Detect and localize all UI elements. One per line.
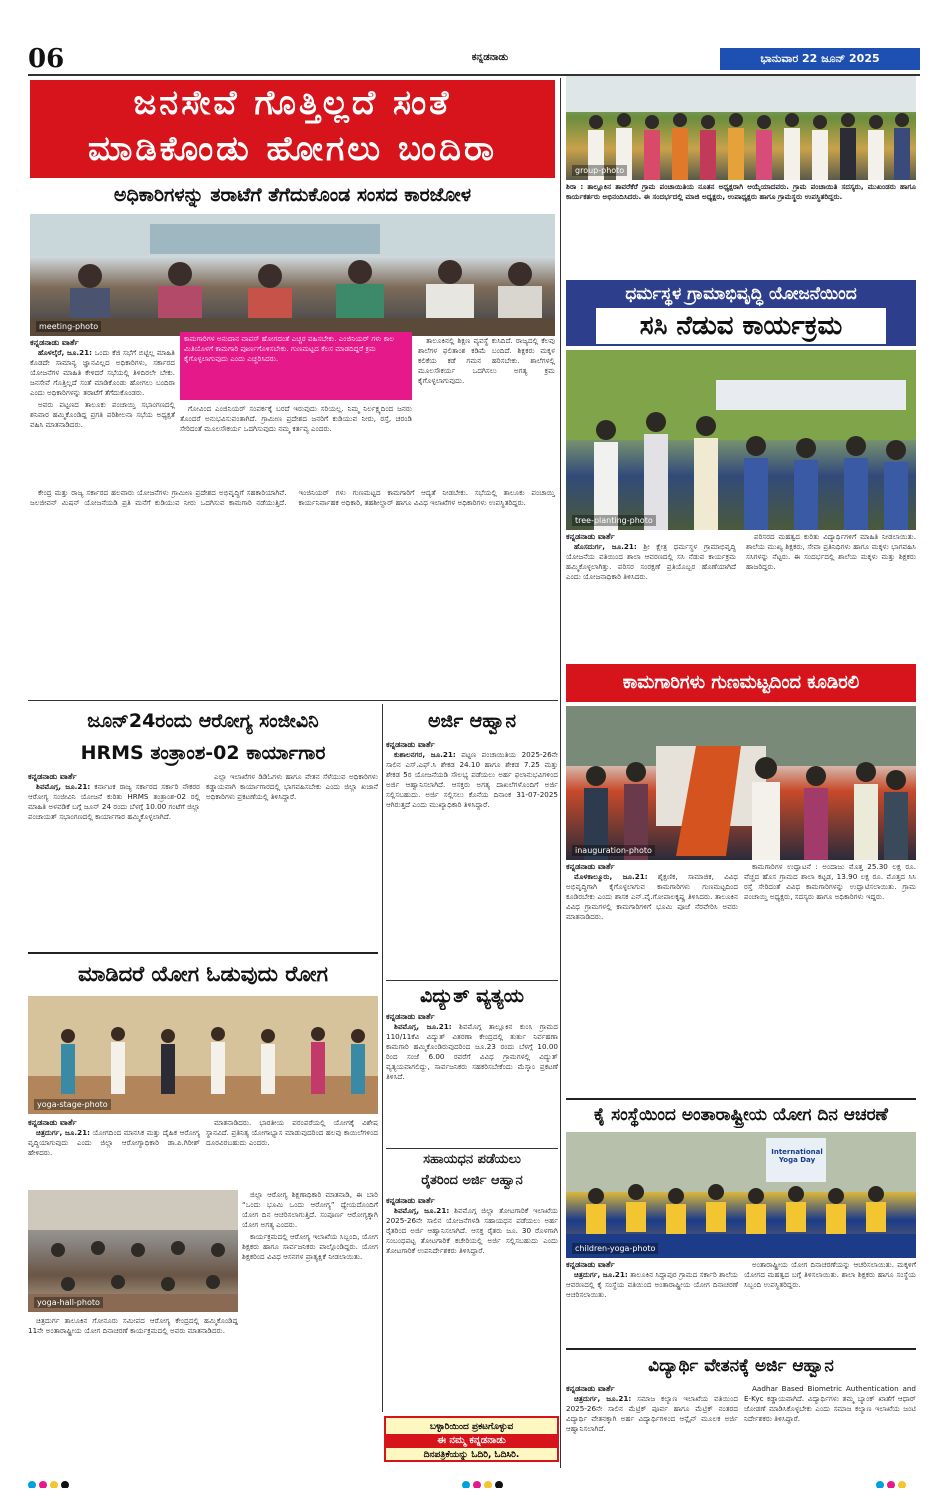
registration-dot — [887, 1481, 895, 1488]
registration-dot — [39, 1481, 47, 1488]
dateline: ಶಿವಮೊಗ್ಗ, ಜೂ.21: — [394, 1206, 450, 1215]
photo-tag: yoga-hall-photo — [34, 1297, 103, 1308]
lead-col2-text: ಗೋವಿಂದ ಎಂಜಿನಿಯರ್ ಸಂಪರ್ಕಕ್ಕೆ ಬರದೆ ಇರುವುದು ಸರಿಯಲ್ಲ. ನಿಮ್ಮ ನಿರ್ಲಕ್ಷ್ಯದಿಂದ ಜನರು ತೊಂದರೆ ಅನುಭವಿಸುವಂತಾಗಿದೆ. ಗ್ರಾಮೀಣ ಪ್ರದೇಶದ ಜನರಿಗೆ ಕುಡಿಯುವ ನೀರು, ರಸ್ತೆ, ಚರಂಡಿ ಸೇರಿದಂತೆ ಮೂಲಸೌಕರ್ಯ ಒದಗಿಸುವುದು ನಮ್ಮ ಕರ್ತವ್ಯ ಎಂದರು. — [180, 404, 412, 433]
inauguration-figures — [566, 706, 916, 860]
kai-col2 — [744, 1260, 916, 1344]
photo-tag: group-photo — [572, 165, 627, 176]
byline: ಕನ್ನಡನಾಡು ವಾರ್ತೆ — [386, 740, 435, 749]
advert-line2: ಈ ನಮ್ಮ ಕನ್ನಡನಾಡು — [386, 1434, 557, 1448]
kai-col2-text: ಅಂತಾರಾಷ್ಟ್ರೀಯ ಯೋಗ ದಿನಾಚರಣೆಯನ್ನು ಆಚರಿಸಲಾಯಿತು. ಮಕ್ಕಳಿಗೆ ಯೋಗದ ಮಹತ್ವದ ಬಗ್ಗೆ ತಿಳಿಸಲಾಯಿತು. ಶಾಲಾ ಶಿಕ್ಷಕರು ಹಾಗೂ ಸಂಸ್ಥೆಯ ಸಿಬ್ಬಂದಿ ಉಪಸ್ಥಿತರಿದ್ದರು. — [744, 1260, 916, 1289]
dharmasthala-head2: ಸಸಿ ನೆಡುವ ಕಾರ್ಯಕ್ರಮ — [596, 308, 886, 344]
children-yoga-figures — [566, 1132, 916, 1258]
arji-headline: ಅರ್ಜಿ ಆಹ್ವಾನ — [427, 710, 517, 732]
arogya-head2: HRMS ತಂತ್ರಾಂಶ-02 ಕಾರ್ಯಾಗಾರ — [80, 742, 326, 764]
inauguration-photo — [566, 706, 916, 860]
arji-body — [386, 740, 558, 976]
yoga-col1 — [28, 1118, 200, 1188]
lead-col2 — [180, 404, 412, 468]
kamagari-col1 — [566, 862, 738, 1092]
newspaper-advert — [384, 1416, 559, 1462]
kai-col1 — [566, 1260, 738, 1344]
dateline: ಶಿವಮೊಗ್ಗ, ಜೂ.21: — [36, 782, 91, 791]
photo-tag: inauguration-photo — [572, 845, 655, 856]
yoga-col1b-text: ಚಿತ್ರದುರ್ಗ ತಾಲೂಕಿನ ಗೋನೂರು ಸಮೀಪದ ಆರೋಗ್ಯ ಕೇಂದ್ರದಲ್ಲಿ ಹಮ್ಮಿಕೊಂಡಿದ್ದ 11ನೇ ಅಂತಾರಾಷ್ಟ್ರೀಯ ಯೋಗ ದಿನಾಚರಣೆ ಕಾರ್ಯಕ್ರಮದಲ್ಲಿ ಅವರು ಮಾತನಾಡಿದರು. — [28, 1316, 238, 1335]
lead-col3-text: ತಾಲೂಕಿನಲ್ಲಿ ಶಿಕ್ಷಣ ವ್ಯವಸ್ಥೆ ಕುಸಿದಿದೆ. ರಾಜ್ಯದಲ್ಲಿ ಕೆಲವು ಶಾಲೆಗಳ ಫಲಿತಾಂಶ ಕಡಿಮೆ ಬಂದಿದೆ. ಶಿಕ್ಷಕರು ಮಕ್ಕಳ ಕಲಿಕೆಯ ಕಡೆ ಗಮನ ಹರಿಸಬೇಕು. ಶಾಲೆಗಳಲ್ಲಿ ಮೂಲಸೌಕರ್ಯ ಒದಗಿಸಲು ಅಗತ್ಯ ಕ್ರಮ ಕೈಗೊಳ್ಳಲಾಗುವುದು. — [418, 336, 555, 385]
kamagari-col2-text: ಕಾಮಗಾರಿಗಳ ಉದ್ಘಾಟನೆ : ಅಂದಾಜು ಮೊತ್ತ 25.30 ಲಕ್ಷ ರೂ. ವೆಚ್ಚದ ಹೊಸ ಗ್ರಾಮದ ಶಾಲಾ ಕಟ್ಟಡ, 13.90 ಲಕ್ಷ ರೂ. ಮೊತ್ತದ ಸಿಸಿ ರಸ್ತೆ ಸೇರಿದಂತೆ ವಿವಿಧ ಕಾಮಗಾರಿಗಳನ್ನು ಉದ್ಘಾಟಿಸಲಾಯಿತು. ಗ್ರಾಮ ಪಂಚಾಯ್ತಿ ಅಧ್ಯಕ್ಷರು, ಸದಸ್ಯರು ಹಾಗೂ ಅಧಿಕಾರಿಗಳು ಇದ್ದರು. — [744, 862, 916, 901]
byline: ಕನ್ನಡನಾಡು ವಾರ್ತೆ — [566, 862, 615, 871]
lead-col1b-text: ಅವರು ಪಟ್ಟಣದ ತಾಲೂಕು ಪಂಚಾಯ್ತಿ ಸಭಾಂಗಣದಲ್ಲಿ ಶನಿವಾರ ಹಮ್ಮಿಕೊಂಡಿದ್ದ ಪ್ರಗತಿ ಪರಿಶೀಲನಾ ಸಭೆಯ ಅಧ್ಯಕ್ಷತೆ ವಹಿಸಿ ಮಾತನಾಡಿದರು. — [30, 400, 175, 429]
yoga-col3 — [242, 1190, 378, 1412]
registration-dot — [473, 1481, 481, 1488]
arogya-col2-text: ಎಲ್ಲಾ ಇಲಾಖೆಗಳ ಡಿಡಿಓಗಳು ಹಾಗೂ ವೇತನ ಸೆಳೆಯುವ ಅಧಿಕಾರಿಗಳು ಕಡ್ಡಾಯವಾಗಿ ಕಾರ್ಯಾಗಾರದಲ್ಲಿ ಭಾಗವಹಿಸಬೇಕು ಎಂದು ಜಿಲ್ಲಾ ಖಜಾನೆ ಅಧಿಕಾರಿಗಳು ಪ್ರಕಟಣೆಯಲ್ಲಿ ತಿಳಿಸಿದ್ದಾರೆ. — [206, 772, 378, 801]
byline: ಕನ್ನಡನಾಡು ವಾರ್ತೆ — [386, 1012, 435, 1021]
arji-text: ಪಟ್ಟಣ ಪಂಚಾಯಿತಿಯ 2025-26ನೇ ಸಾಲಿನ ಎಸ್.ಎಫ್.ಸಿ ಶೇಕಡ 24.10 ಹಾಗೂ ಶೇಕಡ 7.25 ಮತ್ತು ಶೇಕಡ 5ರ ಯೋಜನೆಯಡಿ ಸೌಲಭ್ಯ ಪಡೆಯಲು ಅರ್ಹ ಫಲಾನುಭವಿಗಳಿಂದ ಅರ್ಜಿ ಆಹ್ವಾನಿಸಲಾಗಿದೆ. ಆಸಕ್ತರು ಅಗತ್ಯ ದಾಖಲೆಗಳೊಂದಿಗೆ ಅರ್ಜಿ ಸಲ್ಲಿಸಬಹುದು. ಅರ್ಜಿ ಸಲ್ಲಿಸಲು ಕೊನೆಯ ದಿನಾಂಕ 31-07-2025 ಆಗಿರುತ್ತದೆ ಎಂದು ಮುಖ್ಯಾಧಿಕಾರಿ ತಿಳಿಸಿದ್ದಾರೆ. — [386, 750, 558, 809]
byline: ಕನ್ನಡನಾಡು ವಾರ್ತೆ — [566, 532, 615, 541]
dateline: ಹೊಸದುರ್ಗ, ಜೂ.21: — [574, 542, 637, 551]
registration-dot — [898, 1481, 906, 1488]
yoga-col2 — [206, 1118, 378, 1188]
photo-tag: children-yoga-photo — [572, 1243, 658, 1254]
lead-col1-text: ಒಂದು ಕೆಜಿ ಸಭೆಗೆ ಬಿಟ್ಟಿಲ್ಲ ಮಾಹಿತಿ ಕೊಡದೇ ಸಾಮಾನ್ಯ ಜ್ಞಾನವಿಲ್ಲದ ಅಧಿಕಾರಿಗಳು, ಸರ್ಕಾರದ ಯೋಜನೆಗಳ ಮಾಹಿತಿ ಕೇಳಿದರೆ ಸಭೆಯಲ್ಲಿ ತಿಳಿದಿರಲೇ ಬೇಕು. ಜನಸೇವೆ ಗೊತ್ತಿಲ್ಲದೆ ಸಂತೆ ಮಾಡಿಕೊಂಡು ಹೋಗಲು ಬಂದಿರಾ ಎಂದು ಅಧಿಕಾರಿಗಳನ್ನು ತರಾಟೆಗೆ ತೆಗೆದುಕೊಂಡರು. — [30, 348, 175, 397]
byline: ಕನ್ನಡನಾಡು ವಾರ್ತೆ — [28, 772, 77, 781]
pink-highlight-box: ಕಾಮಗಾರಿಗಳ ಅನುದಾನ ವಾಪಸ್ ಹೋಗದಂತೆ ಎಚ್ಚರ ವಹಿಸಬೇಕು. ಎಂಜಿನಿಯರ್ ಗಳು ಕಾಲ ಮಿತಿಯೊಳಗೆ ಕಾಮಗಾರಿ ಪೂರ್ಣಗೊಳಿಸಬೇಕು. ಗುಣಮಟ್ಟದ ಕೆಲಸ ಮಾಡದಿದ್ದರೆ ಕ್ರಮ ಕೈಗೊಳ್ಳಲಾಗುವುದು ಎಂದು ಎಚ್ಚರಿಸಿದರು. — [180, 332, 412, 400]
vidyarthi-headline: ವಿದ್ಯಾರ್ಥಿ ವೇತನಕ್ಕೆ ಅರ್ಜಿ ಆಹ್ವಾನ — [566, 1348, 916, 1380]
dharmasthala-text — [566, 532, 916, 650]
lead-headline-box — [30, 80, 555, 178]
lead-col3 — [418, 336, 555, 486]
advert-line3: ದಿನಪತ್ರಿಕೆಯನ್ನು ಓದಿರಿ, ಓದಿಸಿರಿ. — [423, 1450, 520, 1460]
kamagari-headline: ಕಾಮಗಾರಿಗಳು ಗುಣಮಟ್ಟದಿಂದ ಕೂಡಿರಲಿ — [566, 664, 916, 702]
yoga-stage-photo — [28, 996, 378, 1114]
masthead: ಕನ್ನಡನಾಡು — [471, 52, 509, 63]
lead-photo — [30, 214, 555, 336]
byline: ಕನ್ನಡನಾಡು ವಾರ್ತೆ — [30, 338, 79, 347]
lead-wide-text: ಕೇಂದ್ರ ಮತ್ತು ರಾಜ್ಯ ಸರ್ಕಾರದ ಹಲವಾರು ಯೋಜನೆಗಳು ಗ್ರಾಮೀಣ ಪ್ರದೇಶದ ಅಭಿವೃದ್ಧಿಗೆ ಸಹಕಾರಿಯಾಗಿವೆ. ಜಲಜೀವನ್ ಮಿಷನ್ ಯೋಜನೆಯಡಿ ಪ್ರತಿ ಮನೆಗೆ ಕುಡಿಯುವ ನೀರು ಒದಗಿಸುವ ಕಾಮಗಾರಿ ನಡೆಯುತ್ತಿದೆ. ಇಂಜಿನಿಯರ್ ಗಳು ಗುಣಮಟ್ಟದ ಕಾಮಗಾರಿಗೆ ಆದ್ಯತೆ ನೀಡಬೇಕು. ಸಭೆಯಲ್ಲಿ ತಾಲೂಕು ಪಂಚಾಯ್ತಿ ಕಾರ್ಯನಿರ್ವಾಹಕ ಅಧಿಕಾರಿ, ತಹಶೀಲ್ದಾರ್ ಹಾಗೂ ವಿವಿಧ ಇಲಾಖೆಗಳ ಅಧಿಕಾರಿಗಳು ಉಪಸ್ಥಿತರಿದ್ದರು. — [30, 488, 555, 507]
dateline: ಕುಶಾಲನಗರ, ಜೂ.21: — [394, 750, 456, 759]
photo-tag: meeting-photo — [36, 321, 101, 332]
sahaya-head2: ರೈತರಿಂದ ಅರ್ಜಿ ಆಹ್ವಾನ — [421, 1173, 523, 1188]
arogya-head1: ಜೂನ್24ರಂದು ಆರೋಗ್ಯ ಸಂಜೀವಿನಿ — [87, 710, 319, 732]
registration-dot — [495, 1481, 503, 1488]
registration-dot — [876, 1481, 884, 1488]
yoga-col3-text: ಜಿಲ್ಲಾ ಆರೋಗ್ಯ ಶಿಕ್ಷಣಾಧಿಕಾರಿ ಮಾತನಾಡಿ, ಈ ಬಾರಿ “ಒಂದು ಭೂಮಿ ಒಂದು ಆರೋಗ್ಯ” ಧ್ಯೇಯದೊಂದಿಗೆ ಯೋಗ ದಿನ ಆಚರಿಸಲಾಗುತ್ತಿದೆ. ಸಂಪೂರ್ಣ ಆರೋಗ್ಯಕ್ಕಾಗಿ ಯೋಗ ಅಗತ್ಯ ಎಂದರು. — [242, 1190, 378, 1229]
yoga-stage-figures — [28, 996, 378, 1114]
registration-dot — [61, 1481, 69, 1488]
tree-planting-figures — [566, 350, 916, 530]
yoga-col1-text: ಯೋಗದಿಂದ ಮಾನಸಿಕ ಮತ್ತು ದೈಹಿಕ ಆರೋಗ್ಯ ವೃದ್ಧಿಯಾಗುವುದು ಎಂದು ಜಿಲ್ಲಾ ಆರೋಗ್ಯಾಧಿಕಾರಿ ಡಾ.ಪಿ.ಗಿರೀಶ್ ಹೇಳಿದರು. — [28, 1128, 200, 1157]
group-photo — [566, 76, 916, 180]
dateline: ಶಿವಮೊಗ್ಗ, ಜೂ.21: — [394, 1022, 452, 1031]
dateline: ಚಿತ್ರದುರ್ಗ, ಜೂ.21: — [574, 1394, 632, 1403]
dharmasthala-col1: ಶ್ರೀ ಕ್ಷೇತ್ರ ಧರ್ಮಸ್ಥಳ ಗ್ರಾಮಾಭಿವೃದ್ಧಿ ಯೋಜನೆಯ ವತಿಯಿಂದ ಶಾಲಾ ಆವರಣದಲ್ಲಿ ಸಸಿ ನೆಡುವ ಕಾರ್ಯಕ್ರಮ ಹಮ್ಮಿಕೊಳ್ಳಲಾಗಿತ್ತು. ಪರಿಸರ ಸಂರಕ್ಷಣೆ ಪ್ರತಿಯೊಬ್ಬರ ಹೊಣೆಯಾಗಿದೆ ಎಂದು ಯೋಜನಾಧಿಕಾರಿ ತಿಳಿಸಿದರು. — [566, 542, 737, 581]
date-banner: ಭಾನುವಾರ 22 ಜೂನ್ 2025 — [720, 48, 920, 70]
dharmasthala-head1: ಧರ್ಮಸ್ಥಳ ಗ್ರಾಮಾಭಿವೃದ್ಧಿ ಯೋಜನೆಯಿಂದ — [625, 284, 857, 304]
kai-col1-text: ತಾಲೂಕಿನ ಸಿದ್ದಾಪುರ ಗ್ರಾಮದ ಸರ್ಕಾರಿ ಶಾಲೆಯ ಆವರಣದಲ್ಲಿ ಕೈ ಸಂಸ್ಥೆಯ ವತಿಯಿಂದ ಅಂತಾರಾಷ್ಟ್ರೀಯ ಯೋಗ ದಿನಾಚರಣೆ ಆಚರಿಸಲಾಯಿತು. — [566, 1270, 738, 1299]
registration-dot — [484, 1481, 492, 1488]
kai-headline: ಕೈ ಸಂಸ್ಥೆಯಿಂದ ಅಂತಾರಾಷ್ಟ್ರೀಯ ಯೋಗ ದಿನ ಆಚರಣೆ — [566, 1098, 916, 1128]
sahaya-body — [386, 1196, 558, 1412]
group-photo-caption: ಶಿರಾ : ತಾಲ್ಲೂಕಿನ ತಾವರೆಕೆರೆ ಗ್ರಾಮ ಪಂಚಾಯಿತಿಯ ನೂತನ ಅಧ್ಯಕ್ಷರಾಗಿ ಆಯ್ಕೆಯಾದವರು. ಗ್ರಾಮ ಪಂಚಾಯಿತಿ ಸದಸ್ಯರು, ಮುಖಂಡರು ಹಾಗೂ ಕಾರ್ಯಕರ್ತರು ಅಭಿನಂದಿಸಿದರು. ಈ ಸಂದರ್ಭದಲ್ಲಿ ಮಾಜಿ ಅಧ್ಯಕ್ಷರು, ಉಪಾಧ್ಯಕ್ಷರು ಹಾಗೂ ಗ್ರಾಮಸ್ಥರು ಉಪಸ್ಥಿತರಿದ್ದರು. — [566, 182, 916, 201]
photo-tag: yoga-stage-photo — [34, 1099, 111, 1110]
lead-headline-line1: ಜನಸೇವೆ ಗೊತ್ತಿಲ್ಲದೆ ಸಂತೆ — [133, 83, 452, 123]
vidyarthi-col1 — [566, 1384, 738, 1468]
byline: ಕನ್ನಡನಾಡು ವಾರ್ತೆ — [566, 1260, 615, 1269]
vidyarthi-col2-text: Aadhar Based Biometric Authentication and E-Kyc ಕಡ್ಡಾಯವಾಗಿದೆ. ವಿದ್ಯಾರ್ಥಿಗಳು ತಮ್ಮ ಬ್ಯಾಂಕ್ ಖಾತೆಗೆ ಆಧಾರ್ ಜೋಡಣೆ ಮಾಡಿಸಿಕೊಳ್ಳಬೇಕು ಎಂದು ಸಮಾಜ ಕಲ್ಯಾಣ ಇಲಾಖೆಯ ಜಂಟಿ ನಿರ್ದೇಶಕರು ತಿಳಿಸಿದ್ದಾರೆ. — [744, 1384, 916, 1423]
lead-col1 — [30, 338, 175, 468]
byline: ಕನ್ನಡನಾಡು ವಾರ್ತೆ — [386, 1196, 435, 1205]
yoga-hall-figures — [28, 1190, 238, 1312]
dateline: ಮೊಳಕಾಲ್ಮೂರು, ಜೂ.21: — [574, 872, 648, 881]
lead-wide-columns — [30, 488, 555, 694]
dharmasthala-col2: ಪರಿಸರದ ಮಹತ್ವದ ಕುರಿತು ವಿದ್ಯಾರ್ಥಿಗಳಿಗೆ ಮಾಹಿತಿ ನೀಡಲಾಯಿತು. ಶಾಲೆಯ ಮುಖ್ಯ ಶಿಕ್ಷಕರು, ಸೇವಾ ಪ್ರತಿನಿಧಿಗಳು ಹಾಗೂ ಮಕ್ಕಳು ಭಾಗವಹಿಸಿ ಸಸಿಗಳನ್ನು ನೆಟ್ಟರು. ಈ ಸಂದರ್ಭದಲ್ಲಿ ಶಾಲೆಯ ಮಕ್ಕಳು ಮತ್ತು ಶಿಕ್ಷಕರು ಹಾಜರಿದ್ದರು. — [746, 532, 916, 571]
vidyarthi-col2 — [744, 1384, 916, 1468]
yoga-day-banner-text: International Yoga Day — [771, 1148, 823, 1164]
lead-headline-line2: ಮಾಡಿಕೊಂಡು ಹೋಗಲು ಬಂದಿರಾ — [88, 129, 497, 169]
yoga-headline: ಮಾಡಿದರೆ ಯೋಗ ಓಡುವುದು ರೋಗ — [28, 952, 378, 992]
byline: ಕನ್ನಡನಾಡು ವಾರ್ತೆ — [566, 1384, 615, 1393]
yoga-hall-photo — [28, 1190, 238, 1312]
kamagari-col1-text: ಶೈಕ್ಷಣಿಕ, ಸಾಮಾಜಿಕ, ವಿವಿಧ ಅಭಿವೃದ್ಧಿಗಾಗಿ ಕೈಗೊಳ್ಳಲಾಗುವ ಕಾಮಗಾರಿಗಳು ಗುಣಮಟ್ಟದಿಂದ ಕೂಡಿರಬೇಕು ಎಂದು ಶಾಸಕ ಎನ್.ವೈ.ಗೋಪಾಲಕೃಷ್ಣ ತಿಳಿಸಿದರು. ತಾಲೂಕಿನ ವಿವಿಧ ಗ್ರಾಮಗಳಲ್ಲಿ ಕಾಮಗಾರಿಗಳಿಗೆ ಭೂಮಿ ಪೂಜೆ ನೆರವೇರಿಸಿ ಅವರು ಮಾತನಾಡಿದರು. — [566, 872, 738, 921]
arogya-col2 — [206, 772, 378, 948]
sahaya-text: ಶಿವಮೊಗ್ಗ ಜಿಲ್ಲಾ ತೋಟಗಾರಿಕೆ ಇಲಾಖೆಯ 2025-26ನೇ ಸಾಲಿನ ಯೋಜನೆಗಳಡಿ ಸಹಾಯಧನ ಪಡೆಯಲು ಅರ್ಹ ರೈತರಿಂದ ಅರ್ಜಿ ಆಹ್ವಾನಿಸಲಾಗಿದೆ. ಆಸಕ್ತ ರೈತರು ಜೂ. 30 ರೊಳಗಾಗಿ ಸಂಬಂಧಪಟ್ಟ ತೋಟಗಾರಿಕೆ ಕಚೇರಿಯಲ್ಲಿ ಅರ್ಜಿ ಸಲ್ಲಿಸಬಹುದು ಎಂದು ತೋಟಗಾರಿಕೆ ಉಪನಿರ್ದೇಶಕರು ತಿಳಿಸಿದ್ದಾರೆ. — [386, 1206, 558, 1255]
yoga-col1b — [28, 1316, 238, 1412]
arogya-col1 — [28, 772, 200, 948]
sahaya-head1: ಸಹಾಯಧನ ಪಡೆಯಲು — [386, 1148, 558, 1170]
tree-planting-photo — [566, 350, 916, 530]
column-divider — [382, 704, 383, 1412]
kamagari-col2 — [744, 862, 916, 1092]
yoga-col2-text: ಮಾತನಾಡಿದರು. ಭಾರತೀಯ ಪರಂಪರೆಯಲ್ಲಿ ಯೋಗಕ್ಕೆ ವಿಶೇಷ ಸ್ಥಾನವಿದೆ. ಪ್ರತಿನಿತ್ಯ ಯೋಗಾಭ್ಯಾಸ ಮಾಡುವುದರಿಂದ ಹಲವು ಕಾಯಿಲೆಗಳಿಂದ ದೂರವಿರಬಹುದು ಎಂದರು. — [206, 1118, 378, 1147]
vidyut-headline: ವಿದ್ಯುತ್ ವ್ಯತ್ಯಯ — [386, 980, 558, 1010]
vidyut-body — [386, 1012, 558, 1144]
dateline: ಚಿತ್ರದುರ್ಗ, ಜೂ.21: — [36, 1128, 90, 1137]
section-rule — [28, 700, 558, 701]
vidyut-text: ಶಿವಮೊಗ್ಗ ತಾಲ್ಲೂಕಿನ ಕುಂಸಿ ಗ್ರಾಮದ 110/11ಕೆವಿ ವಿದ್ಯುತ್ ವಿತರಣಾ ಕೇಂದ್ರದಲ್ಲಿ ತುರ್ತು ನಿರ್ವಹಣಾ ಕಾಮಗಾರಿ ಹಮ್ಮಿಕೊಂಡಿರುವುದರಿಂದ ಜೂ.23 ರಂದು ಬೆಳಗ್ಗೆ 10.00 ರಿಂದ ಸಂಜೆ 6.00 ರವರೆಗೆ ವಿವಿಧ ಗ್ರಾಮಗಳಲ್ಲಿ ವಿದ್ಯುತ್ ವ್ಯತ್ಯಯವಾಗಲಿದ್ದು, ಸಾರ್ವಜನಿಕರು ಸಹಕರಿಸಬೇಕೆಂದು ಮೆಸ್ಕಾಂ ಪ್ರಕಟಣೆ ತಿಳಿಸಿದೆ. — [386, 1022, 558, 1081]
registration-dot — [50, 1481, 58, 1488]
photo-tag: tree-planting-photo — [572, 515, 656, 526]
meeting-photo-figures — [30, 214, 555, 336]
advert-line1: ಬಳ್ಳಾರಿಯಿಂದ ಪ್ರಕಟಗೊಳ್ಳುವ — [429, 1422, 514, 1432]
dateline: ಚಿತ್ರದುರ್ಗ, ಜೂ.21: — [574, 1270, 628, 1279]
page-number: 06 — [28, 44, 65, 74]
dateline: ಹೊಳಲ್ಕೆರೆ, ಜೂ.21: — [38, 348, 93, 357]
dharmasthala-banner — [566, 280, 916, 346]
registration-dots — [28, 1474, 920, 1488]
column-divider — [560, 78, 561, 1468]
children-yoga-photo — [566, 1132, 916, 1258]
arogya-col1-text: ಕರ್ನಾಟಕ ರಾಜ್ಯ ಸರ್ಕಾರದ ಸರ್ಕಾರಿ ನೌಕರರ ಆರೋಗ್ಯ ಸಂಜೀವಿನಿ ಯೋಜನೆ ಕುರಿತು HRMS ತಂತ್ರಾಂಶ-02 ರಲ್ಲಿ ಮಾಹಿತಿ ಅಳವಡಿಕೆ ಬಗ್ಗೆ ಜೂನ್ 24 ರಂದು ಬೆಳಗ್ಗೆ 10.00 ಗಂಟೆಗೆ ಜಿಲ್ಲಾ ಪಂಚಾಯತ್ ಸಭಾಂಗಣದಲ್ಲಿ ಕಾರ್ಯಾಗಾರ ಹಮ್ಮಿಕೊಳ್ಳಲಾಗಿದೆ. — [28, 782, 200, 821]
vidyarthi-col1-text: ಸಮಾಜ ಕಲ್ಯಾಣ ಇಲಾಖೆಯ ವತಿಯಿಂದ 2025-26ನೇ ಸಾಲಿನ ಮೆಟ್ರಿಕ್ ಪೂರ್ವ ಹಾಗೂ ಮೆಟ್ರಿಕ್ ನಂತರದ ವಿದ್ಯಾರ್ಥಿ ವೇತನಕ್ಕಾಗಿ ಅರ್ಹ ವಿದ್ಯಾರ್ಥಿಗಳಿಂದ ಆನ್ಲೈನ್ ಮೂಲಕ ಅರ್ಜಿ ಆಹ್ವಾನಿಸಲಾಗಿದೆ. — [566, 1394, 738, 1433]
registration-dot — [462, 1481, 470, 1488]
byline: ಕನ್ನಡನಾಡು ವಾರ್ತೆ — [28, 1118, 77, 1127]
yoga-col4-text: ಕಾರ್ಯಕ್ರಮದಲ್ಲಿ ಆರೋಗ್ಯ ಇಲಾಖೆಯ ಸಿಬ್ಬಂದಿ, ಯೋಗ ಶಿಕ್ಷಕರು ಹಾಗೂ ಸಾರ್ವಜನಿಕರು ಪಾಲ್ಗೊಂಡಿದ್ದರು. ಯೋಗ ಶಿಕ್ಷಕರಿಂದ ವಿವಿಧ ಆಸನಗಳ ಪ್ರಾತ್ಯಕ್ಷಿಕೆ ನೀಡಲಾಯಿತು. — [242, 1232, 378, 1261]
registration-dot — [28, 1481, 36, 1488]
lead-subhead: ಅಧಿಕಾರಿಗಳನ್ನು ತರಾಟೆಗೆ ತೆಗೆದುಕೊಂಡ ಸಂಸದ ಕಾರಜೋಳ — [113, 184, 472, 206]
